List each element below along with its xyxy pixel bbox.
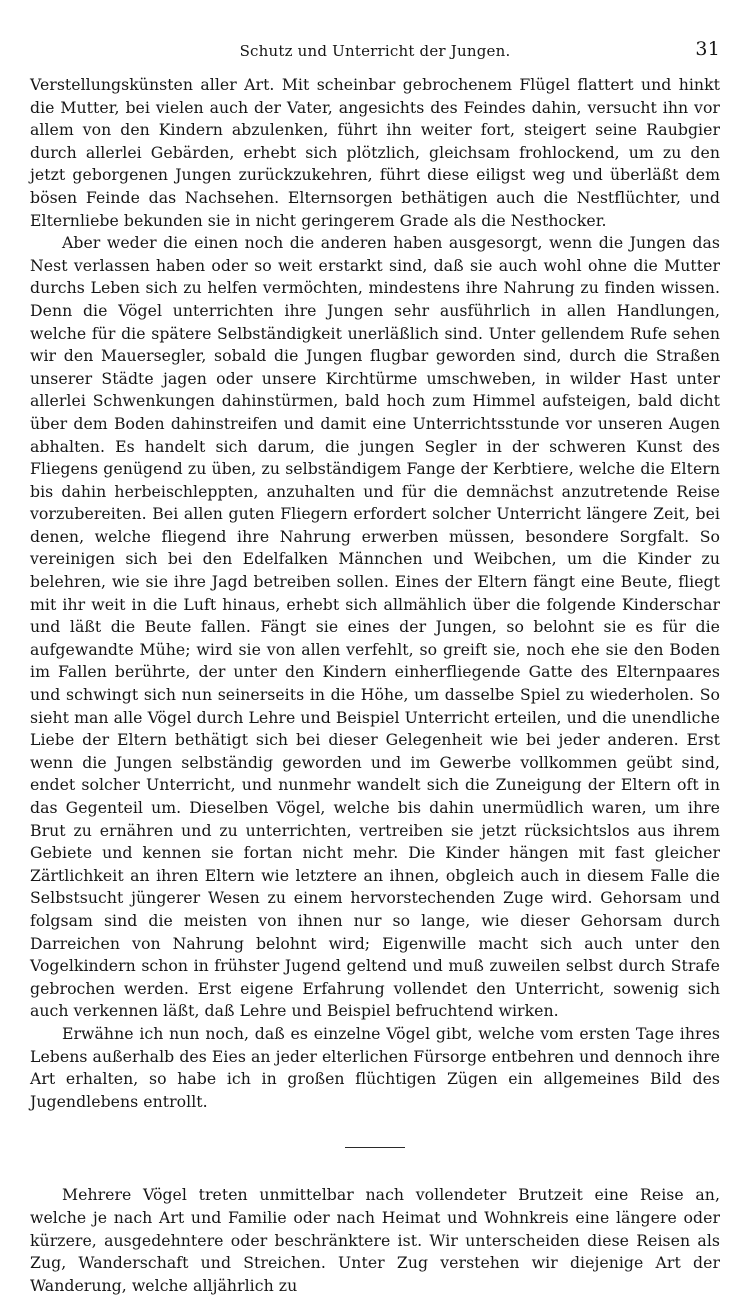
paragraph-continued: Verstellungskünsten aller Art. Mit scheinbar gebrochenem Flügel flattert und hinkt die Mutter, bei vielen auch der Vater, angesichts des Feindes dahin, versucht ihn vor allem von den Kindern abzulenken, führt ihn weiter fort, steigert seine Raubgier durch allerlei Gebärden, erhebt sich plötzlich, gleichsam frohlockend, um zu den jetzt geborgenen Jungen zurückzukehren, führt diese eiligst weg und überläßt dem bösen Feinde das Nachsehen. Elternsorgen bethätigen auch die Nestflüchter, und Elternliebe bekunden sie in nicht geringerem Grade als die Nesthocker.: [30, 75, 720, 230]
page-number: 31: [695, 38, 720, 60]
section-divider: [345, 1147, 405, 1148]
running-header: [30, 38, 720, 66]
paragraph: Erwähne ich nun noch, daß es einzelne Vögel gibt, welche vom ersten Tage ihres Lebens außerhalb des Eies an jeder elterlichen Fürsorge entbehren und dennoch ihre Art erhalten, so habe ich in großen flüchtigen Zügen ein allgemeines Bild des Jugendlebens entrollt.: [30, 1023, 720, 1111]
paragraph: Mehrere Vögel treten unmittelbar nach vollendeter Brutzeit eine Reise an, welche je nach Art und Familie oder nach Heimat und Wohnkreis eine längere oder kürzere, ausgedehntere oder beschränktere ist. Wir unterscheiden diese Reisen als Zug, Wanderschaft und Streichen. Unter Zug verstehen wir diejenige Art der Wanderung, welche alljährlich zu: [30, 1185, 720, 1295]
body-text: [30, 74, 720, 1297]
running-title: Schutz und Unterricht der Jungen.: [239, 42, 511, 60]
paragraph: Aber weder die einen noch die anderen haben ausgesorgt, wenn die Jungen das Nest verlassen haben oder so weit erstarkt sind, daß sie auch wohl ohne die Mutter durchs Leben sich zu helfen vermöchten, mindestens ihre Nahrung zu finden wissen. Denn die Vögel unterrichten ihre Jungen sehr ausführlich in allen Handlungen, welche für die spätere Selbständigkeit unerläßlich sind. Unter gellendem Rufe sehen wir den Mauersegler, sobald die Jungen flugbar geworden sind, durch die Straßen unserer Städte jagen oder unsere Kirchtürme umschweben, in wilder Hast unter allerlei Schwenkungen dahinstürmen, bald hoch zum Himmel aufsteigen, bald dicht über dem Boden dahinstreifen und damit eine Unterrichtsstunde vor unseren Augen abhalten. Es handelt sich darum, die jungen Segler in der schweren Kunst des Fliegens genügend zu üben, zu selbständigem Fange der Kerbtiere, welche die Eltern bis dahin herbeischleppten, anzuhalten und für die demnächst anzutretende Reise vorzubereiten. Bei allen guten Fliegern erfordert solcher Unterricht längere Zeit, bei denen, welche fliegend ihre Nahrung erwerben müssen, besondere Sorgfalt. So vereinigen sich bei den Edelfalken Männchen und Weibchen, um die Kinder zu belehren, wie sie ihre Jagd betreiben sollen. Eines der Eltern fängt eine Beute, fliegt mit ihr weit in die Luft hinaus, erhebt sich allmählich über die folgende Kinderschar und läßt die Beute fallen. Fängt sie eines der Jungen, so belohnt sie es für die aufgewandte Mühe; wird sie von allen verfehlt, so greift sie, noch ehe sie den Boden im Fallen berührte, der unter den Kindern einherfliegende Gatte des Elternpaares und schwingt sich nun seinerseits in die Höhe, um dasselbe Spiel zu wiederholen. So sieht man alle Vögel durch Lehre und Beispiel Unterricht erteilen, und die unendliche Liebe der Eltern bethätigt sich bei dieser Gelegenheit wie bei jeder anderen. Erst wenn die Jungen selbständig geworden und im Gewerbe vollkommen geübt sind, endet solcher Unterricht, und nunmehr wandelt sich die Zuneigung der Eltern oft in das Gegenteil um. Dieselben Vögel, welche bis dahin unermüdlich waren, um ihre Brut zu ernähren und zu unterrichten, vertreiben sie jetzt rücksichtslos aus ihrem Gebiete und kennen sie fortan nicht mehr. Die Kinder hängen mit fast gleicher Zärtlichkeit an ihren Eltern wie letztere an ihnen, obgleich auch in diesem Falle die Selbstsucht jüngerer Wesen zu einem hervorstechenden Zuge wird. Gehorsam und folgsam sind die meisten von ihnen nur so lange, wie dieser Gehorsam durch Darreichen von Nahrung belohnt wird; Eigenwille macht sich auch unter den Vogelkindern schon in frühster Jugend geltend und muß zuweilen selbst durch Strafe gebrochen werden. Erst eigene Erfahrung vollendet den Unterricht, sowenig sich auch verkennen läßt, daß Lehre und Beispiel befruchtend wirken.: [30, 233, 720, 1021]
book-page: [30, 38, 720, 1295]
